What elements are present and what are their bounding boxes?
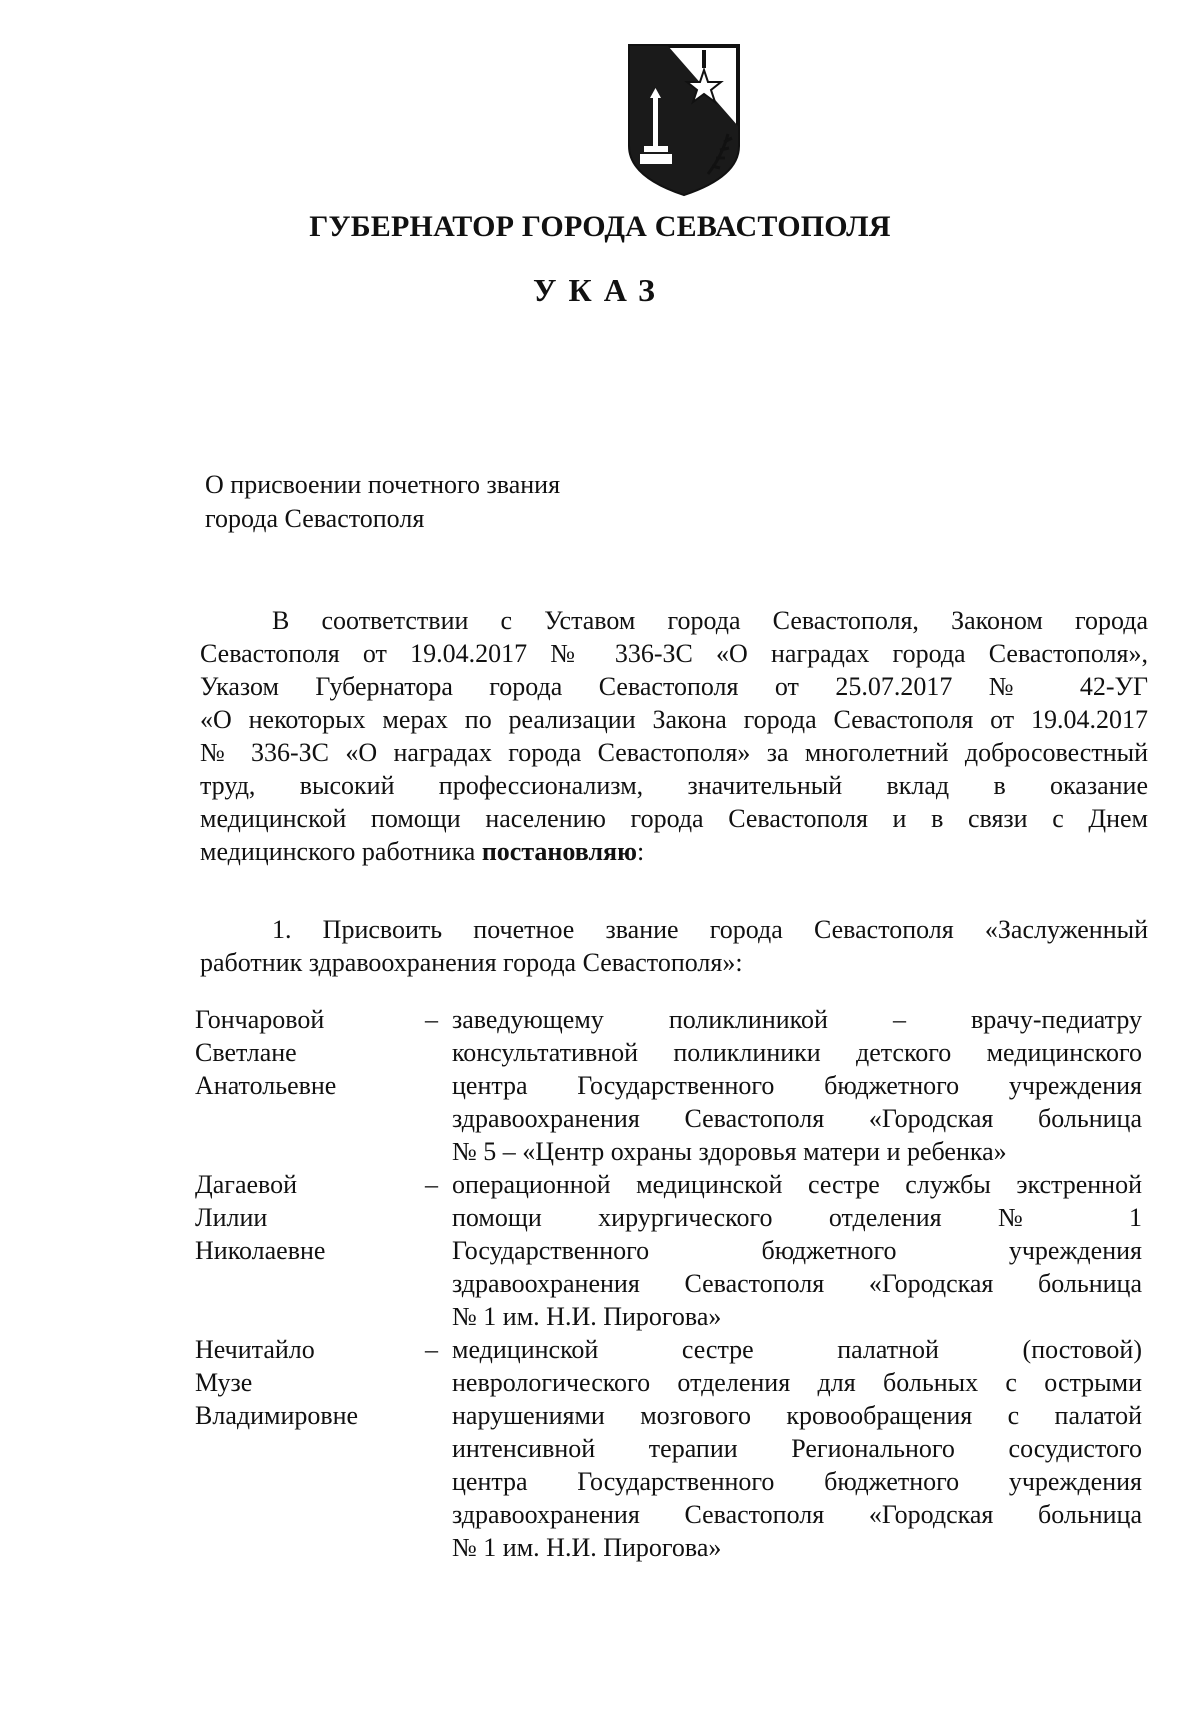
- awardee-position-line: консультативной поликлиники детского медицинского: [452, 1038, 1142, 1067]
- issuer-title: ГУБЕРНАТОР ГОРОДА СЕВАСТОПОЛЯ: [309, 210, 891, 243]
- awardee-dash: –: [425, 1170, 438, 1199]
- awardee-name-line: Нечитайло: [195, 1335, 315, 1364]
- awardee-entry: [195, 1003, 1155, 1168]
- awardee-position-line: операционной медицинской сестре службы экстренной: [452, 1170, 1142, 1199]
- awardee-name: [195, 1003, 415, 1102]
- awardee-name-line: Гончаровой: [195, 1005, 325, 1034]
- awardee-position-line: интенсивной терапии Регионального сосудистого: [452, 1434, 1142, 1463]
- awardee-entry: [195, 1168, 1155, 1333]
- sevastopol-coat-of-arms: [624, 42, 744, 198]
- awardee-position-line: № 1 им. Н.И. Пирогова»: [452, 1302, 722, 1331]
- preamble-line: Указом Губернатора города Севастополя от 25.07.2017 № 42-УГ: [200, 672, 1148, 701]
- awardee-position-line: заведующему поликлиникой – врачу-педиатру: [452, 1005, 1142, 1034]
- awardee-position-line: нарушениями мозгового кровообращения с палатой: [452, 1401, 1142, 1430]
- subject-line: города Севастополя: [205, 504, 425, 533]
- awardee-entry: [195, 1333, 1155, 1564]
- awardee-name-line: Дагаевой: [195, 1170, 298, 1199]
- awardee-position-line: медицинской сестре палатной (постовой): [452, 1335, 1142, 1364]
- awardee-name-line: Владимировне: [195, 1401, 359, 1430]
- preamble-paragraph: [200, 604, 1148, 868]
- awardee-name: [195, 1333, 415, 1432]
- awardee-position-line: Государственного бюджетного учреждения: [452, 1236, 1142, 1265]
- awardee-position: [452, 1003, 1142, 1168]
- decree-colon: :: [636, 837, 645, 866]
- preamble-last-line: [200, 835, 1148, 868]
- awardee-position: [452, 1168, 1142, 1333]
- awardee-name-line: Светлане: [195, 1038, 297, 1067]
- awardee-position-line: здравоохранения Севастополя «Городская больница: [452, 1500, 1142, 1529]
- awardee-name-line: Музе: [195, 1368, 253, 1397]
- awardee-name-line: Лилии: [195, 1203, 268, 1232]
- awardee-position-line: здравоохранения Севастополя «Городская больница: [452, 1104, 1142, 1133]
- awardee-dash: –: [425, 1335, 438, 1364]
- awardee-position-line: здравоохранения Севастополя «Городская больница: [452, 1269, 1142, 1298]
- preamble-line-text: медицинского работника: [200, 837, 476, 866]
- clause-line: работник здравоохранения города Севастополя»:: [200, 948, 743, 977]
- preamble-line: труд, высокий профессионализм, значительный вклад в оказание: [200, 771, 1148, 800]
- clause-1: [200, 913, 1148, 979]
- coat-of-arms-icon: [624, 42, 744, 198]
- awardee-dash: –: [425, 1005, 438, 1034]
- awardee-position-line: № 5 – «Центр охраны здоровья матери и ребенка»: [452, 1137, 1007, 1166]
- preamble-line: № 336-ЗС «О наградах города Севастополя» за многолетний добросовестный: [200, 738, 1148, 767]
- awardee-position-line: центра Государственного бюджетного учреждения: [452, 1071, 1142, 1100]
- awardee-name-line: Анатольевне: [195, 1071, 337, 1100]
- awardee-position-line: № 1 им. Н.И. Пирогова»: [452, 1533, 722, 1562]
- preamble-line: медицинской помощи населению города Севастополя и в связи с Днем: [200, 804, 1148, 833]
- decree-subject: [205, 468, 705, 536]
- preamble-line: «О некоторых мерах по реализации Закона города Севастополя от 19.04.2017: [200, 705, 1148, 734]
- decree-word: постановляю: [481, 837, 637, 866]
- awardee-name: [195, 1168, 415, 1267]
- preamble-line: Севастополя от 19.04.2017 № 336-ЗС «О наградах города Севастополя»,: [200, 639, 1148, 668]
- awardee-position-line: центра Государственного бюджетного учреждения: [452, 1467, 1142, 1496]
- document-type: УКАЗ: [533, 272, 667, 308]
- awardee-position-line: неврологического отделения для больных с острыми: [452, 1368, 1142, 1397]
- preamble-line: В соответствии с Уставом города Севастополя, Законом города: [272, 606, 1148, 635]
- clause-line: 1. Присвоить почетное звание города Севастополя «Заслуженный: [272, 915, 1148, 944]
- awardee-name-line: Николаевне: [195, 1236, 326, 1265]
- awardee-position: [452, 1333, 1142, 1564]
- subject-line: О присвоении почетного звания: [205, 470, 561, 499]
- awardee-position-line: помощи хирургического отделения № 1: [452, 1203, 1142, 1232]
